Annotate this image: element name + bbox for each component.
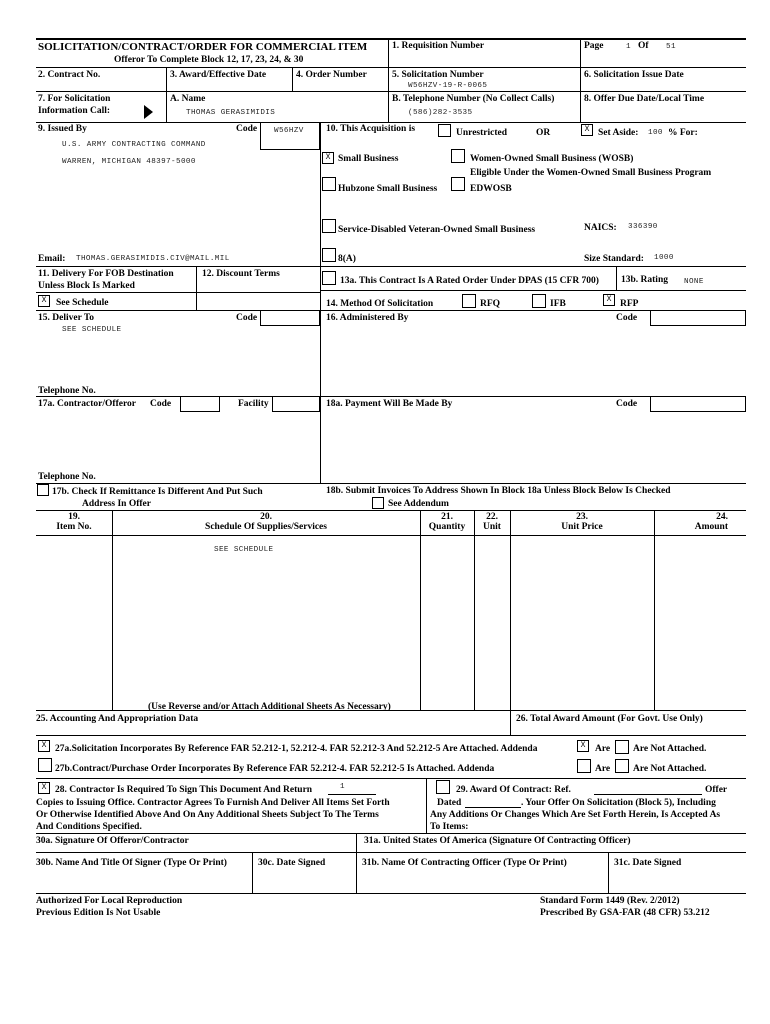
- deliver-to: SEE SCHEDULE: [62, 326, 122, 334]
- col-quantity-num: 21.: [441, 512, 453, 522]
- 29-offer: Offer: [705, 785, 728, 795]
- col-unit-num: 22.: [486, 512, 498, 522]
- line: [36, 893, 746, 894]
- size-standard-label: Size Standard:: [584, 254, 644, 264]
- contact-telephone: (586)282-3535: [408, 109, 473, 117]
- issued-by-label: 9. Issued By: [38, 124, 87, 134]
- acquisition-label: 10. This Acquisition is: [326, 124, 416, 134]
- unrestricted-label: Unrestricted: [456, 128, 508, 138]
- deliver-code-label: Code: [236, 313, 258, 323]
- col-supplies-num: 20.: [260, 512, 272, 522]
- line: [36, 535, 746, 536]
- of-label: Of: [638, 41, 649, 51]
- line: [320, 122, 321, 483]
- line: [654, 510, 655, 710]
- small-business-checkbox[interactable]: X: [322, 152, 334, 164]
- line: [36, 483, 746, 484]
- col-amount: [654, 512, 728, 533]
- 27a-are-checkbox[interactable]: X: [577, 740, 589, 752]
- line: [616, 266, 617, 290]
- line: [36, 510, 746, 511]
- line: [36, 67, 746, 68]
- 28-line-3: Or Otherwise Identified Above And On Any Additional Sheets Subject To The Terms: [36, 810, 379, 820]
- rating-label: 13b. Rating: [621, 275, 668, 285]
- line: [36, 122, 746, 123]
- 28-copies-line: [328, 794, 376, 795]
- solicitation-number-label: 5. Solicitation Number: [392, 70, 484, 80]
- see-schedule-label: See Schedule: [56, 298, 109, 308]
- addendum-label: See Addendum: [388, 499, 449, 509]
- line: [36, 778, 746, 779]
- delivery-fob-label: 11. Delivery For FOB Destination: [38, 269, 174, 279]
- col-item-no-num: 19.: [68, 512, 80, 522]
- administered-code-box: [650, 310, 746, 326]
- page-label: Page: [584, 41, 604, 51]
- issued-code: W56HZV: [274, 127, 304, 135]
- 29-line-1: 29. Award Of Contract: Ref.: [456, 785, 571, 795]
- hubzone-checkbox[interactable]: [322, 177, 336, 191]
- issuer-line-2: WARREN, MICHIGAN 48397-5000: [62, 158, 196, 166]
- line: [420, 510, 421, 710]
- requisition-label: 1. Requisition Number: [392, 41, 485, 51]
- form-subtitle: Offeror To Complete Block 12, 17, 23, 24, & 30: [114, 55, 304, 65]
- line: [36, 852, 746, 853]
- footer-prescribed: Prescribed By GSA-FAR (48 CFR) 53.212: [540, 908, 710, 918]
- footer-form-number: Standard Form 1449 (Rev. 2/2012): [540, 896, 680, 906]
- 28-line-4: And Conditions Specified.: [36, 822, 142, 832]
- payment-code-box: [650, 396, 746, 412]
- line: [36, 396, 746, 397]
- name-label: A. Name: [170, 94, 206, 104]
- 27a-not-checkbox[interactable]: [615, 740, 629, 754]
- 27b-are-label: Are: [595, 764, 611, 774]
- line: [388, 38, 389, 67]
- 27a-label: 27a.Solicitation Incorporates By Reference FAR 52.212-1, 52.212-4. FAR 52.212-3 And 52.212-5 Are Attached. Addenda: [55, 744, 538, 754]
- eight-a-label: 8(A): [338, 254, 356, 264]
- hubzone-label: Hubzone Small Business: [338, 184, 438, 194]
- 28-line-2: Copies to Issuing Office. Contractor Agrees To Furnish And Deliver All Items Set Forth: [36, 798, 390, 808]
- deliver-to-label: 15. Deliver To: [38, 313, 95, 323]
- issue-date-label: 6. Solicitation Issue Date: [584, 70, 684, 80]
- award-date-label: 3. Award/Effective Date: [170, 70, 267, 80]
- deliver-telephone-label: Telephone No.: [38, 386, 96, 396]
- solicitation-info-label: 7. For Solicitation: [38, 94, 111, 104]
- remittance-label-2: Address In Offer: [82, 499, 151, 509]
- issuer-line-1: U.S. ARMY CONTRACTING COMMAND: [62, 141, 206, 149]
- line: [36, 710, 746, 711]
- line: [166, 67, 167, 122]
- col-unit-price-num: 23.: [576, 512, 588, 522]
- dpas-checkbox[interactable]: [322, 271, 336, 285]
- unrestricted-checkbox[interactable]: [438, 124, 451, 137]
- naics-label: NAICS:: [584, 223, 617, 233]
- size-standard: 1000: [654, 254, 674, 262]
- facility-label: Facility: [238, 399, 269, 409]
- administered-by-label: 16. Administered By: [326, 313, 409, 323]
- addendum-checkbox[interactable]: [372, 497, 384, 509]
- rfq-checkbox[interactable]: [462, 294, 476, 308]
- footer-edition: Previous Edition Is Not Usable: [36, 908, 161, 918]
- ifb-checkbox[interactable]: [532, 294, 546, 308]
- col-item-no: [36, 512, 112, 533]
- line: [292, 67, 293, 91]
- eight-a-checkbox[interactable]: [322, 248, 336, 262]
- line: [36, 91, 746, 92]
- col-unit-price-title: Unit Price: [561, 522, 603, 533]
- 27b-checkbox[interactable]: [38, 758, 52, 772]
- col-unit-price: [510, 512, 654, 533]
- order-number-label: 4. Order Number: [296, 70, 367, 80]
- 29-line-3: Any Additions Or Changes Which Are Set Forth Herein, Is Accepted As: [430, 810, 721, 820]
- edwosb-label: EDWOSB: [470, 184, 512, 194]
- line: [36, 833, 746, 834]
- page-number: 1: [626, 43, 631, 51]
- 27b-not-checkbox[interactable]: [615, 759, 629, 773]
- 29-ref-line: [594, 794, 702, 795]
- page-total: 51: [666, 43, 676, 51]
- dpas-label: 13a. This Contract Is A Rated Order Under DPAS (15 CFR 700): [340, 276, 599, 286]
- 29-checkbox[interactable]: [436, 780, 450, 794]
- line: [252, 852, 253, 893]
- line: [36, 310, 746, 311]
- col-amount-num: 24.: [716, 512, 728, 522]
- footer-reproduction: Authorized For Local Reproduction: [36, 896, 183, 906]
- form-title: SOLICITATION/CONTRACT/ORDER FOR COMMERCIAL ITEM: [38, 41, 368, 53]
- col-supplies: [112, 512, 420, 533]
- 29-line-2: . Your Offer On Solicitation (Block 5), Including: [521, 798, 716, 808]
- 27b-label: 27b.Contract/Purchase Order Incorporates By Reference FAR 52.212-4. FAR 52.212-5 Is Attached. Addenda: [55, 764, 495, 774]
- 27a-not-label: Are Not Attached.: [633, 744, 707, 754]
- co-name-label: 31b. Name Of Contracting Officer (Type Or Print): [362, 858, 567, 868]
- set-aside-checkbox[interactable]: X: [581, 124, 593, 136]
- line: [474, 510, 475, 710]
- col-quantity: [420, 512, 474, 533]
- wosb-label: Women-Owned Small Business (WOSB): [470, 154, 634, 164]
- 28-copies: 1: [340, 783, 345, 791]
- rfp-label: RFP: [620, 299, 639, 309]
- ifb-label: IFB: [550, 299, 566, 309]
- naics-code: 336390: [628, 223, 658, 231]
- offeror-signature-label: 30a. Signature Of Offeror/Contractor: [36, 836, 189, 846]
- email: THOMAS.GERASIMIDIS.CIV@MAIL.MIL: [76, 255, 230, 263]
- delivery-fob-label-2: Unless Block Is Marked: [38, 281, 135, 291]
- contractor-telephone-label: Telephone No.: [38, 472, 96, 482]
- contractor-code-label: Code: [150, 399, 172, 409]
- contractor-label: 17a. Contractor/Offeror: [38, 399, 136, 409]
- col-quantity-title: Quantity: [428, 522, 466, 533]
- payment-code-label: Code: [616, 399, 638, 409]
- line: [196, 266, 197, 310]
- col-amount-title: Amount: [694, 522, 728, 533]
- solicitation-number: W56HZV-19-R-0065: [408, 82, 488, 90]
- set-aside-percent: 100: [648, 129, 663, 137]
- co-signature-label: 31a. United States Of America (Signature Of Contracting Officer): [364, 836, 631, 846]
- contract-no-label: 2. Contract No.: [38, 70, 101, 80]
- 27b-are-checkbox[interactable]: [577, 759, 591, 773]
- issued-code-label: Code: [236, 124, 258, 134]
- 28-checkbox[interactable]: X: [38, 782, 50, 794]
- signer-name-label: 30b. Name And Title Of Signer (Type Or Print): [36, 858, 227, 868]
- 29-line-4: To Items:: [430, 822, 469, 832]
- 27b-not-label: Are Not Attached.: [633, 764, 707, 774]
- discount-terms-label: 12. Discount Terms: [202, 269, 280, 279]
- accounting-label: 25. Accounting And Appropriation Data: [36, 714, 199, 724]
- contractor-code-box: [180, 396, 220, 412]
- line: [36, 735, 746, 736]
- line: [320, 290, 746, 291]
- or-label: OR: [536, 128, 551, 138]
- deliver-code-box: [260, 310, 320, 326]
- remittance-label: 17b. Check If Remittance Is Different And Put Such: [52, 487, 263, 497]
- line: [510, 510, 511, 735]
- 28-line-1: 28. Contractor Is Required To Sign This Document And Return: [55, 785, 313, 795]
- 27a-checkbox[interactable]: X: [38, 740, 50, 752]
- offeror-date-label: 30c. Date Signed: [258, 858, 326, 868]
- rating: NONE: [684, 278, 704, 286]
- col-unit: [474, 512, 510, 533]
- col-item-no-title: Item No.: [56, 522, 92, 533]
- solicitation-info-label-2: Information Call:: [38, 106, 111, 116]
- line: [36, 266, 746, 267]
- payment-label: 18a. Payment Will Be Made By: [326, 399, 453, 409]
- line: [608, 852, 609, 893]
- col-supplies-title: Schedule Of Supplies/Services: [205, 522, 327, 533]
- line: [580, 38, 581, 122]
- facility-box: [272, 396, 320, 412]
- sdvosb-label: Service-Disabled Veteran-Owned Small Business: [338, 225, 536, 235]
- line: [426, 778, 427, 833]
- 29-dated-line: [465, 807, 521, 808]
- set-aside-label: Set Aside:: [598, 128, 639, 138]
- small-business-label: Small Business: [338, 154, 399, 164]
- contact-name: THOMAS GERASIMIDIS: [186, 109, 276, 117]
- sdvosb-checkbox[interactable]: [322, 219, 336, 233]
- see-schedule-checkbox[interactable]: X: [38, 295, 50, 307]
- wosb-checkbox[interactable]: [451, 149, 465, 163]
- rfq-label: RFQ: [480, 299, 501, 309]
- telephone-label: B. Telephone Number (No Collect Calls): [392, 94, 555, 104]
- line: [356, 833, 357, 893]
- co-date-label: 31c. Date Signed: [614, 858, 682, 868]
- method-label: 14. Method Of Solicitation: [326, 299, 434, 309]
- line: [388, 67, 389, 122]
- 29-dated: Dated: [437, 798, 462, 808]
- arrow-right-icon: [144, 105, 153, 119]
- 27a-are-label: Are: [595, 744, 611, 754]
- line: [112, 510, 113, 710]
- rfp-checkbox[interactable]: X: [603, 294, 615, 306]
- schedule-note: SEE SCHEDULE: [214, 546, 274, 554]
- email-label: Email:: [38, 254, 66, 264]
- wosb-eligibility: Eligible Under the Women-Owned Small Business Program: [470, 168, 712, 178]
- submit-invoices-label: 18b. Submit Invoices To Address Shown In Block 18a Unless Block Below Is Checked: [326, 486, 671, 496]
- col-unit-title: Unit: [483, 522, 501, 533]
- administered-code-label: Code: [616, 313, 638, 323]
- set-aside-for-label: % For:: [668, 128, 698, 138]
- remittance-checkbox[interactable]: [37, 484, 49, 496]
- line: [36, 292, 320, 293]
- total-award-label: 26. Total Award Amount (For Govt. Use Only): [516, 714, 703, 724]
- attach-sheets-note: (Use Reverse and/or Attach Additional Sheets As Necessary): [148, 702, 391, 712]
- offer-due-label: 8. Offer Due Date/Local Time: [584, 94, 705, 104]
- edwosb-checkbox[interactable]: [451, 177, 465, 191]
- border-top: [36, 38, 746, 40]
